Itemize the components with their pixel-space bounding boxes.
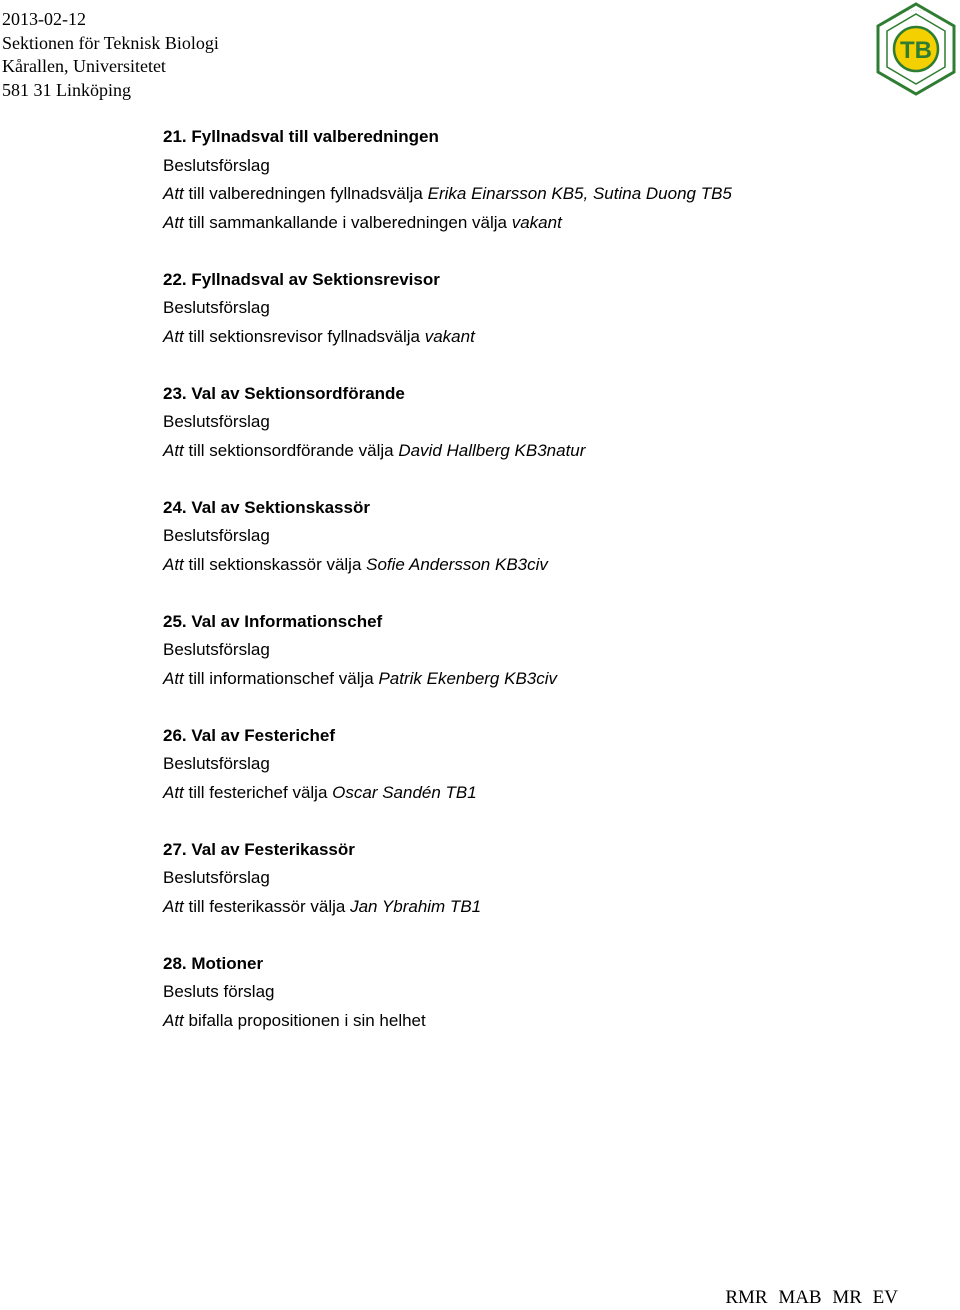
nominee-name: vakant [511,212,562,232]
proposal-body: till sektionsordförande välja [183,440,399,460]
att-keyword: Att [163,554,184,574]
agenda-item [163,836,923,922]
proposal-text [163,209,923,238]
agenda-item [163,266,923,352]
nominee-name: Oscar Sandén TB1 [332,782,477,802]
proposal-body: till valberedningen fyllnadsvälja [183,184,428,203]
att-keyword: Att [163,184,184,203]
nominee-name: Erika Einarsson KB5, Sutina Duong TB5 [427,184,732,203]
proposal-body: till sektionskassör välja [183,554,367,574]
agenda-items [163,123,923,1064]
proposal-label: Beslutsförslag [163,640,270,659]
proposal-label: Beslutsförslag [163,298,270,317]
nominee-name: David Hallberg KB3natur [398,440,586,460]
proposal-body: till sektionsrevisor fyllnadsvälja [183,326,425,346]
agenda-item-heading: 23. Val av Sektionsordförande [163,383,405,403]
agenda-item-heading: 28. Motioner [163,953,264,973]
agenda-item-heading: 27. Val av Festerikassör [163,839,355,859]
proposal-text [163,180,923,209]
proposal-body: bifalla propositionen i sin helhet [183,1010,426,1030]
proposal-body: till festerichef välja [183,782,333,802]
att-keyword: Att [163,212,184,232]
tb-section-logo [874,2,958,96]
agenda-item [163,123,923,237]
proposal-text [163,779,923,808]
att-keyword: Att [163,668,184,688]
agenda-item [163,380,923,466]
agenda-item [163,950,923,1036]
svg-text:TB: TB [900,37,932,64]
proposal-text [163,1007,923,1036]
address-line-2: 581 31 Linköping [2,79,131,100]
footer-initials: RMR MAB MR EV [725,1287,898,1308]
agenda-item [163,608,923,694]
proposal-body: till sammankallande i valberedningen välja [183,212,512,232]
proposal-text [163,893,923,922]
proposal-label: Beslutsförslag [163,754,270,773]
agenda-item-heading: 24. Val av Sektionskassör [163,497,370,517]
proposal-body: till festerikassör välja [183,896,351,916]
proposal-label: Beslutsförslag [163,868,270,887]
agenda-item-heading: 22. Fyllnadsval av Sektionsrevisor [163,269,440,289]
document-date: 2013-02-12 [2,9,86,29]
agenda-item [163,722,923,808]
proposal-label: Besluts förslag [163,982,275,1001]
agenda-item [163,494,923,580]
agenda-item-heading: 21. Fyllnadsval till valberedningen [163,127,439,146]
proposal-label: Beslutsförslag [163,412,270,431]
agenda-item-heading: 25. Val av Informationschef [163,611,383,631]
proposal-body: till informationschef välja [183,668,379,688]
nominee-name: vakant [424,326,475,346]
nominee-name: Sofie Andersson KB3civ [366,554,548,574]
att-keyword: Att [163,896,184,916]
att-keyword: Att [163,1010,184,1030]
proposal-text [163,665,923,694]
nominee-name: Jan Ybrahim TB1 [350,896,482,916]
nominee-name: Patrik Ekenberg KB3civ [378,668,558,688]
svg-text:· · · · · · ·: · · · · · · · [908,7,924,13]
agenda-item-heading: 26. Val av Festerichef [163,725,335,745]
address-line-1: Kårallen, Universitetet [2,56,166,76]
proposal-text [163,323,923,352]
proposal-text [163,437,923,466]
proposal-label: Beslutsförslag [163,526,270,545]
att-keyword: Att [163,326,184,346]
att-keyword: Att [163,782,184,802]
organization-name: Sektionen för Teknisk Biologi [2,32,219,53]
proposal-text [163,551,923,580]
letterhead [2,8,219,102]
proposal-label: Beslutsförslag [163,155,270,175]
att-keyword: Att [163,440,184,460]
